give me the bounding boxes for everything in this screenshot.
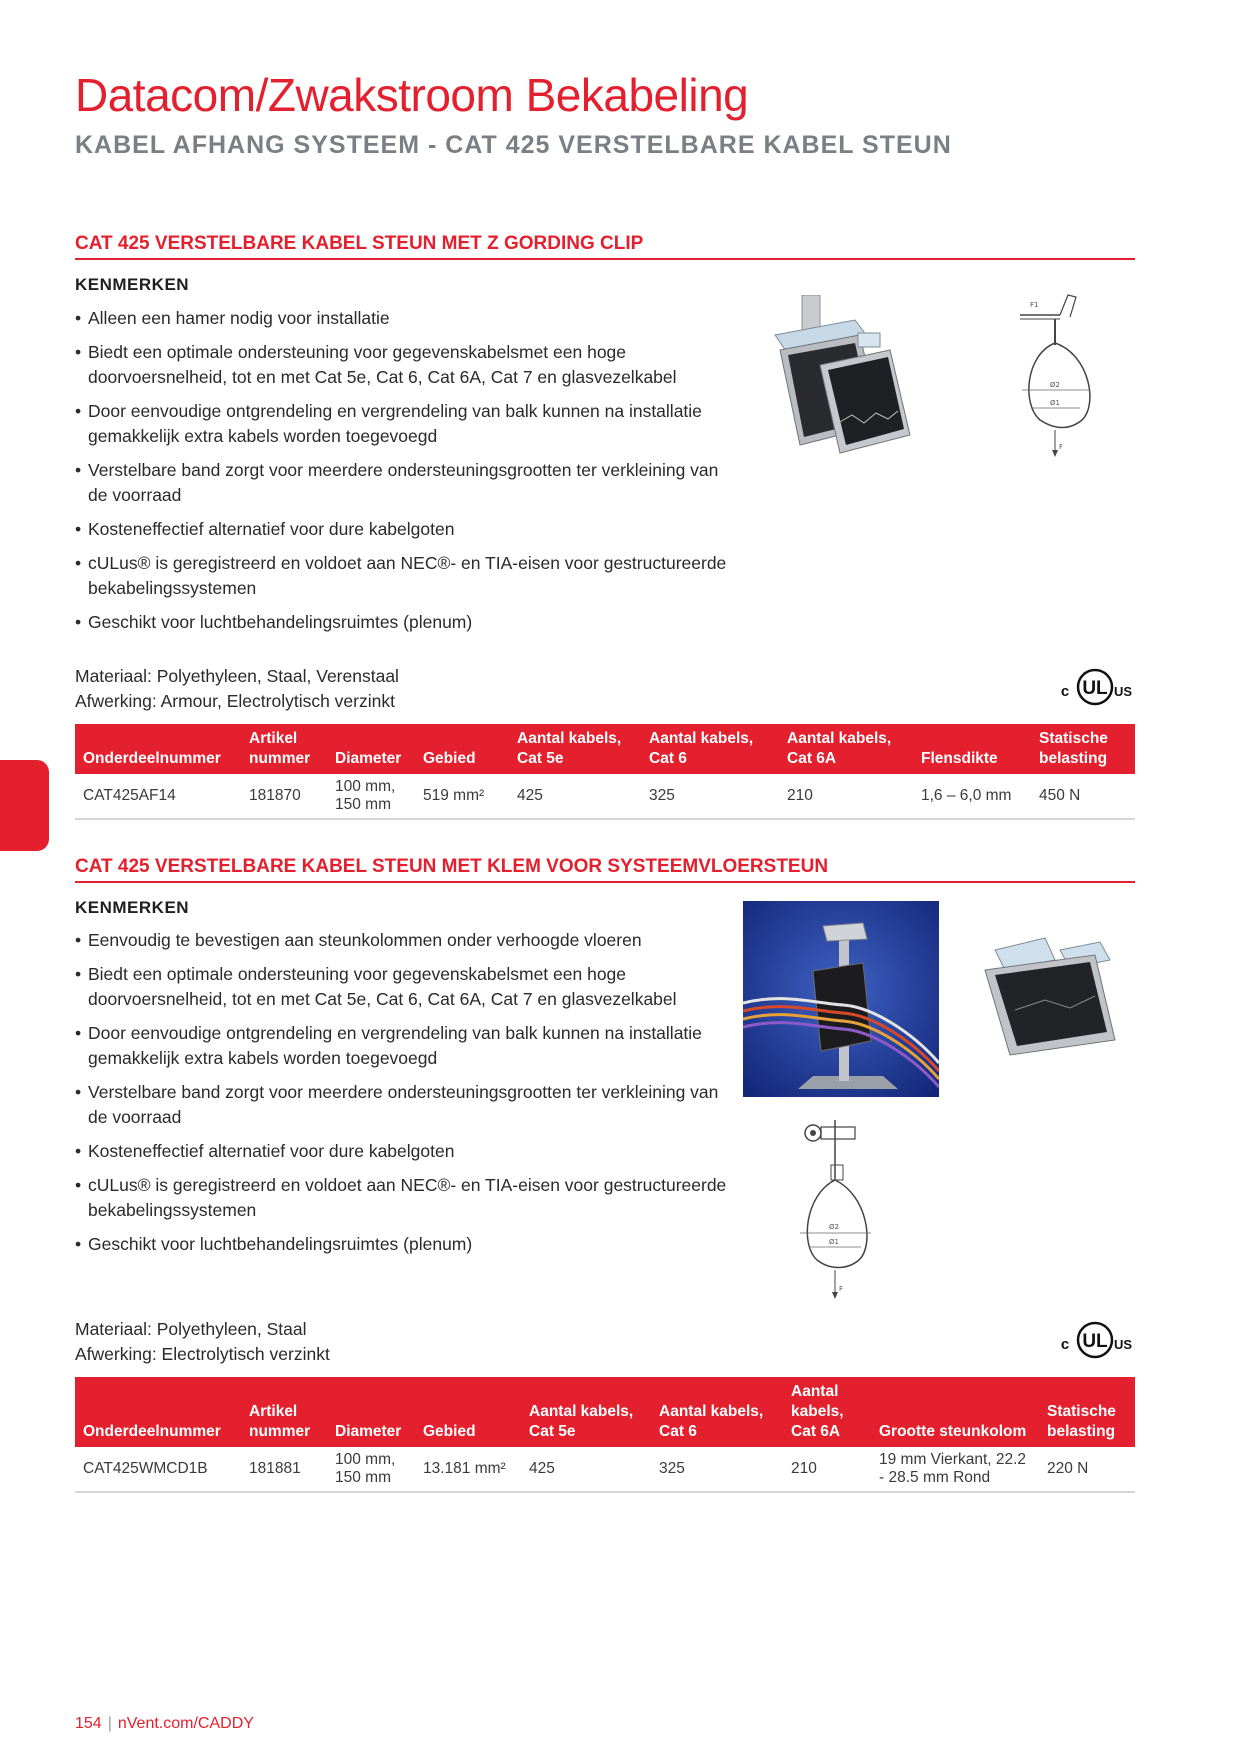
diagram-label-d1: Ø1: [829, 1238, 839, 1246]
col-header: Statische belasting: [1031, 724, 1135, 774]
table-cell: 210: [779, 774, 913, 819]
page-footer: [75, 1715, 254, 1733]
feature-item: • Door eenvoudige ontgrendeling en vergrendeling van balk kunnen na installatie gemakkelijk extra kabels worden toegevoegd: [75, 399, 728, 449]
diagram-label-f: F: [839, 1285, 844, 1293]
section-2-spec-table: [75, 1377, 1135, 1493]
product-photo-floor-support-clamp: [975, 930, 1125, 1060]
table-header-row: [75, 724, 1135, 774]
table-cell: 19 mm Vierkant, 22.2 - 28.5 mm Rond: [871, 1447, 1039, 1492]
feature-item: • Biedt een optimale ondersteuning voor gegevenskabelsmet een hoge doorvoersnelheid, tot en met Cat 5e, Cat 6, Cat 6A, Cat 7 en glasvezelkabel: [75, 962, 728, 1012]
table-cell: 519 mm²: [415, 774, 509, 819]
table-cell: 100 mm, 150 mm: [327, 1447, 415, 1492]
col-header: Artikel nummer: [241, 724, 327, 774]
col-header: Onderdeelnummer: [75, 1377, 241, 1447]
ul-certification-logo: [1055, 666, 1135, 708]
table-cell: 181881: [241, 1447, 327, 1492]
section-2-feature-list: [75, 928, 728, 1266]
section-1-features-label: KENMERKEN: [75, 275, 190, 294]
page-subtitle: KABEL AFHANG SYSTEEM - CAT 425 VERSTELBARE KABEL STEUN: [75, 131, 952, 159]
table-cell: 325: [641, 774, 779, 819]
table-cell: 220 N: [1039, 1447, 1135, 1492]
ul-logo-center: UL: [1082, 678, 1108, 699]
product-photo-z-purlin-clip: [760, 295, 960, 465]
col-header: Aantal kabels, Cat 5e: [521, 1377, 651, 1447]
ul-logo-left: c: [1060, 1336, 1070, 1353]
feature-item: • cULus® is geregistreerd en voldoet aan NEC®- en TIA-eisen voor gestructureerde bekabelingssystemen: [75, 551, 728, 601]
table-cell: 100 mm, 150 mm: [327, 774, 415, 819]
col-header: Aantal kabels, Cat 6A: [779, 724, 913, 774]
chapter-side-tab: [0, 760, 49, 851]
col-header: Artikel nummer: [241, 1377, 327, 1447]
feature-item: • Geschikt voor luchtbehandelingsruimtes (plenum): [75, 1232, 728, 1257]
table-row: [75, 774, 1135, 819]
section-2-material: Materiaal: Polyethyleen, Staal: [75, 1319, 307, 1339]
table-row: [75, 1447, 1135, 1492]
feature-item: • Alleen een hamer nodig voor installatie: [75, 306, 728, 331]
col-header: Statische belasting: [1039, 1377, 1135, 1447]
feature-item: • Verstelbare band zorgt voor meerdere ondersteuningsgrootten ter verkleining van de voorraad: [75, 1080, 728, 1130]
table-cell: 425: [509, 774, 641, 819]
col-header: Aantal kabels, Cat 6: [641, 724, 779, 774]
col-header: Aantal kabels, Cat 6A: [783, 1377, 871, 1447]
feature-item: • cULus® is geregistreerd en voldoet aan NEC®- en TIA-eisen voor gestructureerde bekabelingssystemen: [75, 1173, 728, 1223]
table-cell: 181870: [241, 774, 327, 819]
page-number: 154: [75, 1715, 102, 1732]
diagram-label-d2: Ø2: [829, 1223, 839, 1231]
footer-website-link[interactable]: nVent.com/CADDY: [117, 1715, 254, 1732]
section-1-feature-list: [75, 306, 728, 644]
diagram-floor-support-clamp: [795, 1115, 895, 1305]
ul-logo-right: US: [1113, 684, 1133, 699]
table-cell: 425: [521, 1447, 651, 1492]
feature-item: • Biedt een optimale ondersteuning voor gegevenskabelsmet een hoge doorvoersnelheid, tot en met Cat 5e, Cat 6, Cat 6A, Cat 7 en glasvezelkabel: [75, 340, 728, 390]
feature-item: • Kosteneffectief alternatief voor dure kabelgoten: [75, 517, 728, 542]
table-cell: 210: [783, 1447, 871, 1492]
section-2-features-label: KENMERKEN: [75, 898, 190, 917]
feature-item: • Door eenvoudige ontgrendeling en vergrendeling van balk kunnen na installatie gemakkelijk extra kabels worden toegevoegd: [75, 1021, 728, 1071]
col-header: Aantal kabels, Cat 6: [651, 1377, 783, 1447]
col-header: Diameter: [327, 1377, 415, 1447]
table-cell: 1,6 – 6,0 mm: [913, 774, 1031, 819]
ul-logo-right: US: [1113, 1337, 1133, 1352]
section-1-material: Materiaal: Polyethyleen, Staal, Verenstaal: [75, 666, 399, 686]
section-2-heading: CAT 425 VERSTELBARE KABEL STEUN MET KLEM VOOR SYSTEEMVLOERSTEUN: [75, 856, 1135, 883]
diagram-label-f1: F1: [1030, 301, 1039, 309]
col-header: Gebied: [415, 724, 509, 774]
section-2-finish: Afwerking: Electrolytisch verzinkt: [75, 1344, 330, 1364]
footer-separator: |: [107, 1715, 112, 1732]
col-header: Grootte steunkolom: [871, 1377, 1039, 1447]
table-cell: CAT425WMCD1B: [75, 1447, 241, 1492]
col-header: Diameter: [327, 724, 415, 774]
section-1-finish: Afwerking: Armour, Electrolytisch verzinkt: [75, 691, 395, 711]
feature-item: • Kosteneffectief alternatief voor dure kabelgoten: [75, 1139, 728, 1164]
diagram-label-d2: Ø2: [1050, 381, 1060, 389]
section-1-heading: CAT 425 VERSTELBARE KABEL STEUN MET Z GORDING CLIP: [75, 233, 1135, 260]
ul-logo-center: UL: [1082, 1331, 1108, 1352]
feature-item: • Geschikt voor luchtbehandelingsruimtes (plenum): [75, 610, 728, 635]
ul-certification-logo: [1055, 1319, 1135, 1361]
table-cell: 325: [651, 1447, 783, 1492]
product-photo-floor-support-installed: [743, 901, 939, 1097]
diagram-label-d1: Ø1: [1050, 399, 1060, 407]
diagram-z-purlin-clip: [1010, 285, 1120, 465]
table-header-row: [75, 1377, 1135, 1447]
section-1-spec-table: [75, 724, 1135, 820]
table-cell: CAT425AF14: [75, 774, 241, 819]
diagram-label-f: F: [1059, 443, 1064, 451]
feature-item: • Verstelbare band zorgt voor meerdere ondersteuningsgrootten ter verkleining van de voorraad: [75, 458, 728, 508]
col-header: Onderdeelnummer: [75, 724, 241, 774]
page-title: Datacom/Zwakstroom Bekabeling: [75, 69, 749, 121]
table-cell: 450 N: [1031, 774, 1135, 819]
col-header: Gebied: [415, 1377, 521, 1447]
col-header: Aantal kabels, Cat 5e: [509, 724, 641, 774]
table-cell: 13.181 mm²: [415, 1447, 521, 1492]
col-header: Flensdikte: [913, 724, 1031, 774]
feature-item: • Eenvoudig te bevestigen aan steunkolommen onder verhoogde vloeren: [75, 928, 728, 953]
ul-logo-left: c: [1060, 683, 1070, 700]
